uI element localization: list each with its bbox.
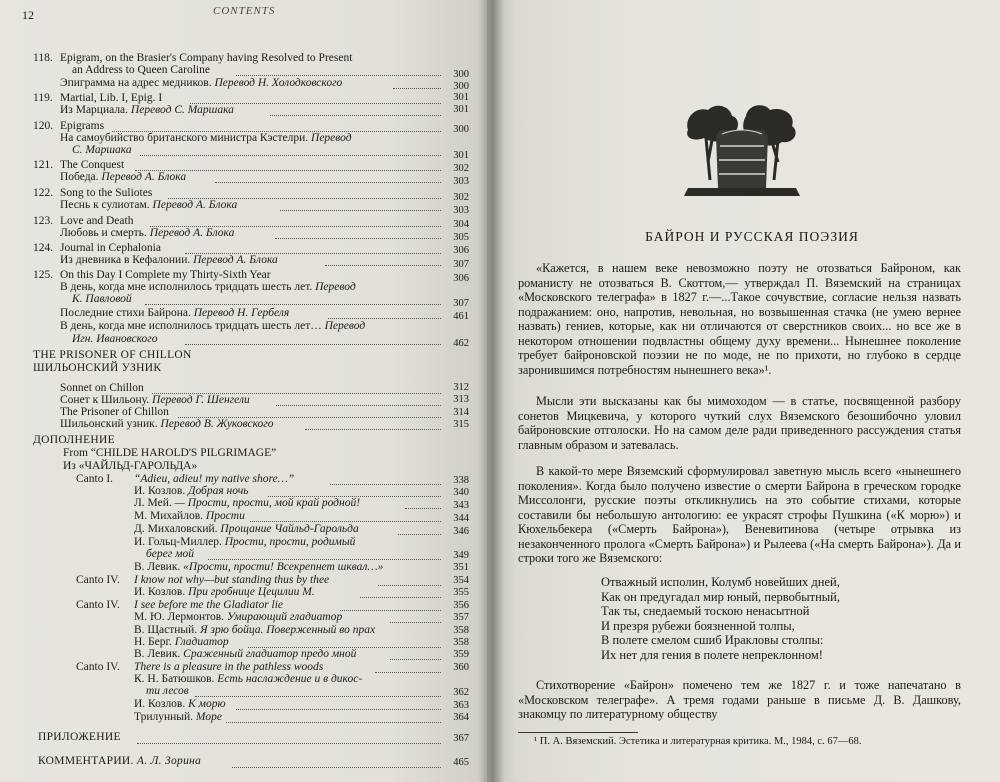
toc-entry-title: Love and Death xyxy=(60,215,134,227)
leader-dots xyxy=(280,210,441,211)
toc-entry-title: Song to the Suliotes xyxy=(60,187,153,199)
toc-page: 357 xyxy=(453,612,469,623)
canto-label: Canto I. xyxy=(76,473,114,485)
entry-number: 120. xyxy=(33,120,54,132)
table-of-contents xyxy=(0,0,487,782)
source-line: From “CHILDE HAROLD'S PILGRIMAGE” xyxy=(63,447,277,459)
toc-page: 300 xyxy=(453,124,469,135)
toc-entry-title: Epigram, on the Brasier's Company having Resolved to Present xyxy=(60,52,353,64)
leader-dots xyxy=(378,585,441,586)
leader-dots xyxy=(330,484,441,485)
toc-page: 351 xyxy=(453,562,469,573)
leader-dots xyxy=(390,622,441,623)
toc-entry-translation: В день, когда мне исполнилось тридцать шесть лет. Перевод xyxy=(60,281,356,293)
canto-entry: Л. Мей. — Прости, прости, мой край родной! xyxy=(134,497,361,509)
entry-number: 123. xyxy=(33,215,54,227)
tree-and-urn-vignette xyxy=(682,100,802,200)
poem-line: И презря рубежи боязненной толпы, xyxy=(601,618,795,633)
toc-entry-title: Journal in Cephalonia xyxy=(60,242,161,254)
leader-dots xyxy=(195,696,441,697)
canto-entry: М. Ю. Лермонтов. Умирающий гладиатор xyxy=(134,611,343,623)
entry-number: 118. xyxy=(33,52,53,64)
poem-line: Их нет для гения в полете непреклонном! xyxy=(601,647,823,662)
toc-page: 305 xyxy=(453,232,469,243)
toc-page: 465 xyxy=(453,757,469,768)
canto-entry: И. Козлов. Добрая ночь xyxy=(134,485,249,497)
toc-page: 462 xyxy=(453,338,469,349)
toc-page: 338 xyxy=(453,475,469,486)
toc-page: 302 xyxy=(453,192,469,203)
toc-page: 367 xyxy=(453,733,469,744)
canto-entry: В. Левик. Сраженный гладиатор предо мной xyxy=(134,648,357,660)
canto-entry: I see before me the Gladiator lie xyxy=(134,599,284,611)
toc-page: 300 xyxy=(453,69,469,80)
toc-page: 356 xyxy=(453,600,469,611)
toc-page: 358 xyxy=(453,637,469,648)
leader-dots xyxy=(250,521,441,522)
canto-entry: “Adieu, adieu! my native shore…” xyxy=(134,473,295,485)
toc-page: 340 xyxy=(453,487,469,498)
toc-page: 461 xyxy=(453,311,469,322)
canto-label: Canto IV. xyxy=(76,661,120,673)
canto-entry: Н. Берг. Гладиатор xyxy=(134,636,229,648)
section-heading-ru: ШИЛЬОНСКИЙ УЗНИК xyxy=(33,362,162,374)
toc-entry-title: On this Day I Complete my Thirty-Sixth Year xyxy=(60,269,271,281)
leader-dots xyxy=(325,265,441,266)
leader-dots xyxy=(215,182,441,183)
footnote-rule xyxy=(518,732,638,733)
leader-dots xyxy=(232,767,441,768)
toc-entry-translation: Шильонский узник. Перевод В. Жуковского xyxy=(60,418,274,430)
canto-entry: I know not why—but standing thus by thee xyxy=(134,574,330,586)
toc-page: 303 xyxy=(453,205,469,216)
leader-dots xyxy=(390,659,441,660)
toc-page: 359 xyxy=(453,649,469,660)
toc-entry-title: Epigrams xyxy=(60,120,105,132)
canto-entry: И. Гольц-Миллер. Прости, прости, родимый xyxy=(134,536,356,548)
leader-dots xyxy=(270,115,441,116)
toc-page: 303 xyxy=(453,176,469,187)
canto-entry: И. Козлов. При гробнице Цецилии М. xyxy=(134,586,315,598)
leader-dots xyxy=(236,709,441,710)
toc-page: 301 xyxy=(453,104,469,115)
poem-line: Так ты, снедаемый тоскою ненасытной xyxy=(601,604,810,618)
toc-page: 306 xyxy=(453,273,469,284)
leader-dots xyxy=(236,75,441,76)
toc-entry-translation-cont: Игн. Ивановского xyxy=(72,333,158,345)
toc-page: 346 xyxy=(453,526,469,537)
toc-entry-title: Sonnet on Chillon xyxy=(60,382,144,394)
toc-page: 355 xyxy=(453,587,469,598)
leader-dots xyxy=(398,534,441,535)
toc-page: 301 xyxy=(453,92,469,103)
toc-page: 362 xyxy=(453,687,469,698)
paragraph-2: Мысли эти высказаны как бы мимоходом — в статье, посвященной разбору сонетов Мицкевича, у которого чуткий слух Вяземского безошибочно уловил байроновские отголоски. Но на самом деле ради приведенного рассуждения статья главным образом и затевалась. xyxy=(518,394,961,452)
canto-label: Canto IV. xyxy=(76,574,120,586)
paragraph-4: Стихотворение «Байрон» помечено тем же 1827 г. и тоже напечатано в «Московском телеграфе». А тремя годами раньше в письме Д. В. Дашкову, знакомцу по литературному обществу xyxy=(518,678,961,721)
page-number: 12 xyxy=(22,8,34,22)
toc-page: 306 xyxy=(453,245,469,256)
canto-entry: В. Щастный. Я зрю бойца. Поверженный во прах xyxy=(134,624,376,636)
toc-entry-translation: Эпиграмма на адрес медников. Перевод Н. Холодковского xyxy=(60,77,343,89)
leader-dots xyxy=(226,722,441,723)
paragraph-3: В какой-то мере Вяземский сформулировал заветную мысль всего «нынешнего поколения». Когда было получено известие о смерти Байрона в греческом городке Миссолонги, русские поэты откликнулись на это событие стихами, которые составили бы небольшую антологию: ее украсят строфы Пушкина («К морю») и Кюхельбекера («Смерть Байрона»), Веневитинова (четыре отрывка из незаконченного пролога «Смерть Байрона») и Рылеева («На смерть Байрона»). Да и строки того же Вяземского: xyxy=(518,464,961,565)
toc-entry-title: The Conquest xyxy=(60,159,125,171)
toc-page: 315 xyxy=(453,419,469,430)
toc-entry-translation: Последние стихи Байрона. Перевод Н. Гербеля xyxy=(60,307,290,319)
toc-entry-translation: Любовь и смерть. Перевод А. Блока xyxy=(60,227,235,239)
article-title: БАЙРОН И РУССКАЯ ПОЭЗИЯ xyxy=(645,229,859,244)
toc-entry-title: Martial, Lib. I, Epig. I xyxy=(60,92,163,104)
toc-entry-translation: На самоубийство британского министра Кэстелри. Перевод xyxy=(60,132,352,144)
entry-number: 121. xyxy=(33,159,54,171)
entry-number: 122. xyxy=(33,187,54,199)
leader-dots xyxy=(275,238,441,239)
leader-dots xyxy=(140,155,441,156)
paragraph-1: «Кажется, в нашем веке невозможно поэту не отозваться Байроном, как романисту не отозваться В. Скоттом,— утверждал П. Вяземский на страницах «Московского телеграфа» в 1827 г.—...Такое сочувствие, согласие нельзя назвать подражанием: оно, напротив, невольная, но возвышенная стачка (не умею вернее назвать) гениев, которые, как ни отличаются от сверстников своих... но все же в некотором отношении подвластны общему духу времени... Нынешнее поколение требует байроновской поэзии не по моде, не по прихоти, но глубоко в сердце заронившимся потребностям нынешнего века»¹. xyxy=(518,261,961,377)
poem-line: Как он предугадал мир юный, первобытный, xyxy=(601,589,840,604)
section-heading: THE PRISONER OF CHILLON xyxy=(33,349,192,361)
leader-dots xyxy=(208,559,441,560)
leader-dots xyxy=(360,597,441,598)
toc-page: 358 xyxy=(453,625,469,636)
canto-entry: Д. Михаловский. Прощание Чайльд-Гарольда xyxy=(134,523,359,535)
toc-page: 344 xyxy=(453,513,469,524)
toc-entry-translation: Песнь к сулиотам. Перевод А. Блока xyxy=(60,199,238,211)
leader-dots xyxy=(375,672,441,673)
toc-page: 313 xyxy=(453,394,469,405)
toc-page: 360 xyxy=(453,662,469,673)
canto-entry: М. Михайлов. Прости xyxy=(134,510,245,522)
toc-entry-title-cont: an Address to Queen Caroline xyxy=(72,64,210,76)
footnote: ¹ П. А. Вяземский. Эстетика и литературная критика. М., 1984, с. 67—68. xyxy=(534,736,862,747)
toc-page: 314 xyxy=(453,407,469,418)
toc-page: 307 xyxy=(453,298,469,309)
leader-dots xyxy=(137,743,441,744)
canto-entry: К. Н. Батюшков. Есть наслаждение и в дикос- xyxy=(134,673,363,685)
toc-page: 364 xyxy=(453,712,469,723)
toc-page: 301 xyxy=(453,150,469,161)
leader-dots xyxy=(405,508,441,509)
section-heading: ДОПОЛНЕНИЕ xyxy=(33,434,115,446)
running-head: CONTENTS xyxy=(213,5,276,17)
canto-label: Canto IV. xyxy=(76,599,120,611)
canto-entry: В. Левик. «Прости, прости! Всекрепнет шквал…» xyxy=(134,561,384,573)
toc-entry-title: The Prisoner of Chillon xyxy=(60,406,169,418)
toc-entry-translation: Победа. Перевод А. Блока xyxy=(60,171,187,183)
canto-entry-cont: ти лесов xyxy=(146,685,189,697)
leader-dots xyxy=(185,344,441,345)
toc-page: 312 xyxy=(453,382,469,393)
leader-dots xyxy=(145,304,441,305)
leader-dots xyxy=(340,610,441,611)
toc-page: 343 xyxy=(453,500,469,511)
entry-number: 124. xyxy=(33,242,54,254)
source-line-ru: Из «ЧАЙЛЬД-ГАРОЛЬДА» xyxy=(63,460,198,472)
poem-line: Отважный исполин, Колумб новейших дней, xyxy=(601,575,840,589)
toc-entry-translation: Из дневника в Кефалонии. Перевод А. Блока xyxy=(60,254,278,266)
canto-entry: И. Козлов. К морю xyxy=(134,698,226,710)
leader-dots xyxy=(276,405,441,406)
toc-page: 304 xyxy=(453,219,469,230)
section-heading: ПРИЛОЖЕНИЕ xyxy=(38,731,121,743)
poem-quote xyxy=(601,575,840,662)
toc-entry-translation: Из Марциала. Перевод С. Маршака xyxy=(60,104,234,116)
leader-dots xyxy=(305,429,441,430)
toc-page: 349 xyxy=(453,550,469,561)
entry-number: 125. xyxy=(33,269,54,281)
canto-entry: There is a pleasure in the pathless woods xyxy=(134,661,324,673)
leader-dots xyxy=(328,318,441,319)
section-heading: КОММЕНТАРИИ. А. Л. Зорина xyxy=(38,755,202,767)
leader-dots xyxy=(393,88,441,89)
toc-page: 302 xyxy=(453,163,469,174)
toc-page: 363 xyxy=(453,700,469,711)
toc-page: 354 xyxy=(453,575,469,586)
poem-line: В полете смелом сшиб Иракловы столпы: xyxy=(601,633,824,647)
toc-entry-translation: В день, когда мне исполнилось тридцать шесть лет… Перевод xyxy=(60,320,366,332)
entry-number: 119. xyxy=(33,92,53,104)
toc-page: 307 xyxy=(453,259,469,270)
toc-entry-translation: Сонет к Шильону. Перевод Г. Шенгели xyxy=(60,394,250,406)
canto-entry: Трилунный. Море xyxy=(134,711,222,723)
canto-entry-cont: берег мой xyxy=(146,548,194,560)
toc-page: 300 xyxy=(453,81,469,92)
toc-entry-translation-cont: К. Павловой xyxy=(72,293,132,305)
toc-entry-translation-cont: С. Маршака xyxy=(72,144,132,156)
